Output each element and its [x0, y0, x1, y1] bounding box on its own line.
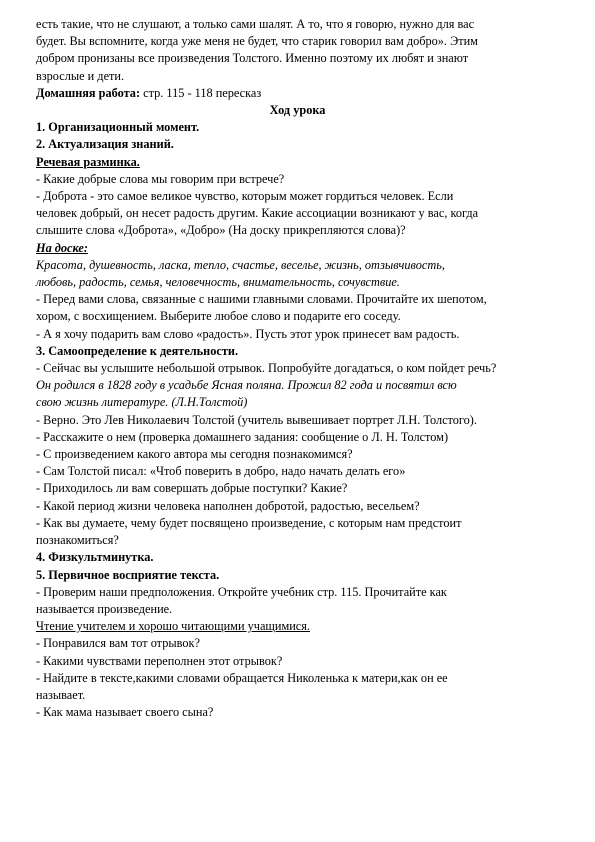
homework-label: Домашняя работа:: [36, 85, 141, 100]
board-words: Красота, душевность, ласка, тепло, счастье, веселье, жизнь, отзывчивость,: [36, 257, 445, 272]
board-text: - А я хочу подарить вам слово «радость». Пусть этот урок принесет вам радость.: [36, 326, 460, 341]
s3-line: - Приходилось ли вам совершать добрые поступки? Какие?: [36, 481, 348, 496]
s5-line: - Проверим наши предположения. Откройте учебник стр. 115. Прочитайте как: [36, 584, 447, 599]
s5-line: - Найдите в тексте,какими словами обращается Николенька к матери,как он ее: [36, 670, 448, 685]
s3-quote: Он родился в 1828 году в усадьбе Ясная поляна. Прожил 82 года и посвятил всю: [36, 378, 457, 393]
homework-line: [36, 85, 559, 102]
section-heading-2: 2. Актуализация знаний.: [36, 137, 174, 152]
s3-line: познакомиться?: [36, 533, 119, 548]
board-text: хором, с восхищением. Выберите любое слово и подарите его соседу.: [36, 309, 401, 324]
s3-quote: свою жизнь литературе. (Л.Н.Толстой): [36, 395, 248, 410]
section-heading-1: 1. Организационный момент.: [36, 120, 200, 135]
homework-text: стр. 115 - 118 пересказ: [140, 85, 262, 100]
lesson-title: Ход урока: [269, 103, 326, 118]
section-heading-3: 3. Самоопределение к деятельности.: [36, 343, 239, 358]
intro-line: есть такие, что не слушают, а только сами шалят. А то, что я говорю, нужно для вас: [36, 17, 475, 31]
s3-question: - Сейчас вы услышите небольшой отрывок. Попробуйте догадаться, о ком пойдет речь?: [36, 361, 497, 376]
board-heading: На доске:: [36, 240, 88, 255]
section-heading-5: 5. Первичное восприятие текста.: [36, 567, 220, 582]
warmup-text: человек добрый, он несет радость другим. Какие ассоциации возникают у вас, когда: [36, 206, 479, 221]
board-text: - Перед вами слова, связанные с нашими главными словами. Прочитайте их шепотом,: [36, 292, 487, 307]
s5-line: называет.: [36, 687, 86, 702]
s5-line: - Как мама называет своего сына?: [36, 705, 214, 720]
s5-line: называется произведение.: [36, 601, 173, 616]
s3-line: - Какой период жизни человека наполнен добротой, радостью, весельем?: [36, 498, 420, 513]
warmup-text: слышите слова «Доброта», «Добро» (На доску прикрепляются слова)?: [36, 223, 406, 238]
s5-line: - Какими чувствами переполнен этот отрывок?: [36, 653, 283, 668]
s3-line: - Расскажите о нем (проверка домашнего задания: сообщение о Л. Н. Толстом): [36, 429, 449, 444]
board-words: любовь, радость, семья, человечность, внимательность, сочувствие.: [36, 275, 400, 290]
s3-line: - Как вы думаете, чему будет посвящено произведение, с которым нам предстоит: [36, 515, 462, 530]
warmup-question: - Какие добрые слова мы говорим при встрече?: [36, 171, 285, 186]
s3-line: - С произведением какого автора мы сегодня познакомимся?: [36, 447, 353, 462]
warmup-text: - Доброта - это самое великое чувство, которым может гордиться человек. Если: [36, 189, 454, 204]
s5-line: - Понравился вам тот отрывок?: [36, 636, 200, 651]
warmup-heading: Речевая разминка.: [36, 154, 140, 169]
s3-line: - Верно. Это Лев Николаевич Толстой (учитель вывешивает портрет Л.Н. Толстого).: [36, 412, 477, 427]
intro-line: будет. Вы вспомните, когда уже меня не будет, что старик говорил вам добро». Этим: [36, 34, 478, 49]
intro-line: добром пронизаны все произведения Толстого. Именно поэтому их любят и знают: [36, 51, 469, 66]
s3-line: - Сам Толстой писал: «Чтоб поверить в добро, надо начать делать его»: [36, 464, 406, 479]
intro-line: взрослые и дети.: [36, 68, 125, 83]
reading-note: Чтение учителем и хорошо читающими учащимися.: [36, 619, 310, 634]
section-heading-4: 4. Физкультминутка.: [36, 550, 154, 565]
